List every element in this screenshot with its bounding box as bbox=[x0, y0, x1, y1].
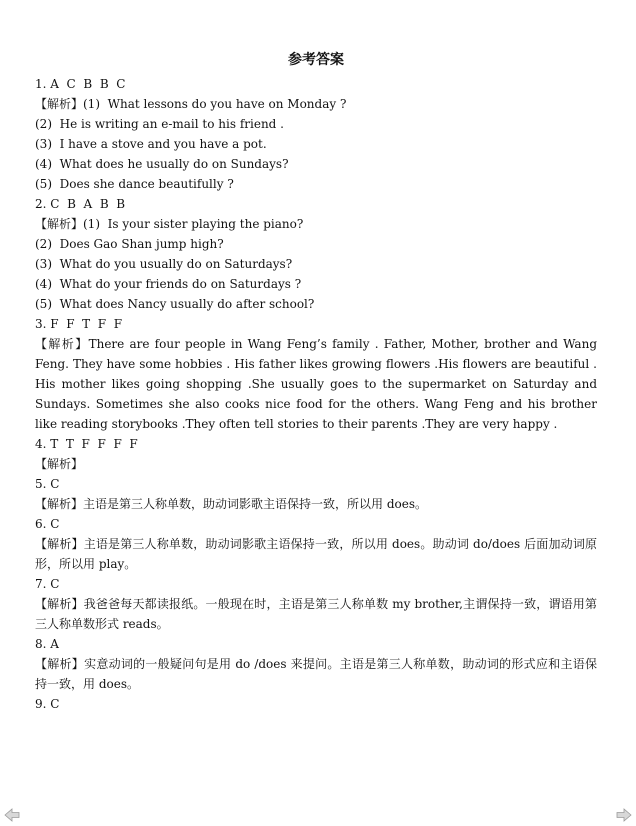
analysis-2-item-5: (5) What does Nancy usually do after school? bbox=[35, 297, 315, 311]
analysis-3-paragraph: 【解析】There are four people in Wang Feng’s family . Father, Mother, brother and Wang Feng. They have some hobbies . His father likes growing flowers .His flowers are beautiful . His mother likes going shopping .She usually goes to the supermarket on Saturday and Sundays. Sometimes she also cooks nice food for the others. Wang Feng and his brother like reading storybooks .They often tell stories to their parents .They are very happy . bbox=[35, 337, 597, 431]
arrow-left-icon[interactable] bbox=[4, 807, 20, 821]
answer-key-5: 5. C bbox=[35, 477, 60, 491]
analysis-1-item-5: (5) Does she dance beautifully ? bbox=[35, 177, 234, 191]
arrow-right-icon[interactable] bbox=[616, 807, 632, 821]
page-title: 参考答案 bbox=[288, 52, 344, 68]
analysis-4: 【解析】 bbox=[35, 457, 84, 471]
analysis-2-item-1: 【解析】(1) Is your sister playing the piano? bbox=[35, 217, 304, 231]
analysis-5: 【解析】主语是第三人称单数，助动词影歌主语保持一致，所以用 does。 bbox=[35, 497, 427, 511]
answer-key-1: 1. A C B B C bbox=[35, 77, 126, 91]
answer-key-7: 7. C bbox=[35, 577, 60, 591]
answer-key-6: 6. C bbox=[35, 517, 60, 531]
analysis-1-item-4: (4) What does he usually do on Sundays? bbox=[35, 157, 289, 171]
analysis-2-item-3: (3) What do you usually do on Saturdays? bbox=[35, 257, 293, 271]
answer-document bbox=[35, 48, 597, 714]
analysis-1-item-1: 【解析】(1) What lessons do you have on Monday ? bbox=[35, 97, 347, 111]
analysis-1-item-2: (2) He is writing an e-mail to his friend . bbox=[35, 117, 284, 131]
analysis-1-item-3: (3) I have a stove and you have a pot. bbox=[35, 137, 267, 151]
answer-key-8: 8. A bbox=[35, 637, 59, 651]
analysis-2-item-2: (2) Does Gao Shan jump high? bbox=[35, 237, 224, 251]
analysis-6-paragraph: 【解析】主语是第三人称单数，助动词影歌主语保持一致，所以用 does。助动词 do/does 后面加动词原形，所以用 play。 bbox=[35, 537, 597, 571]
answer-key-2: 2. C B A B B bbox=[35, 197, 126, 211]
analysis-2-item-4: (4) What do your friends do on Saturdays ? bbox=[35, 277, 302, 291]
answer-key-4: 4. T T F F F F bbox=[35, 437, 138, 451]
answer-key-9: 9. C bbox=[35, 697, 60, 711]
analysis-7-paragraph: 【解析】我爸爸每天都读报纸。一般现在时，主语是第三人称单数 my brother,主谓保持一致，谓语用第三人称单数形式 reads。 bbox=[35, 597, 597, 631]
analysis-8-paragraph: 【解析】实意动词的一般疑问句是用 do /does 来提问。主语是第三人称单数，助动词的形式应和主语保持一致，用 does。 bbox=[35, 657, 597, 691]
answer-key-3: 3. F F T F F bbox=[35, 317, 123, 331]
